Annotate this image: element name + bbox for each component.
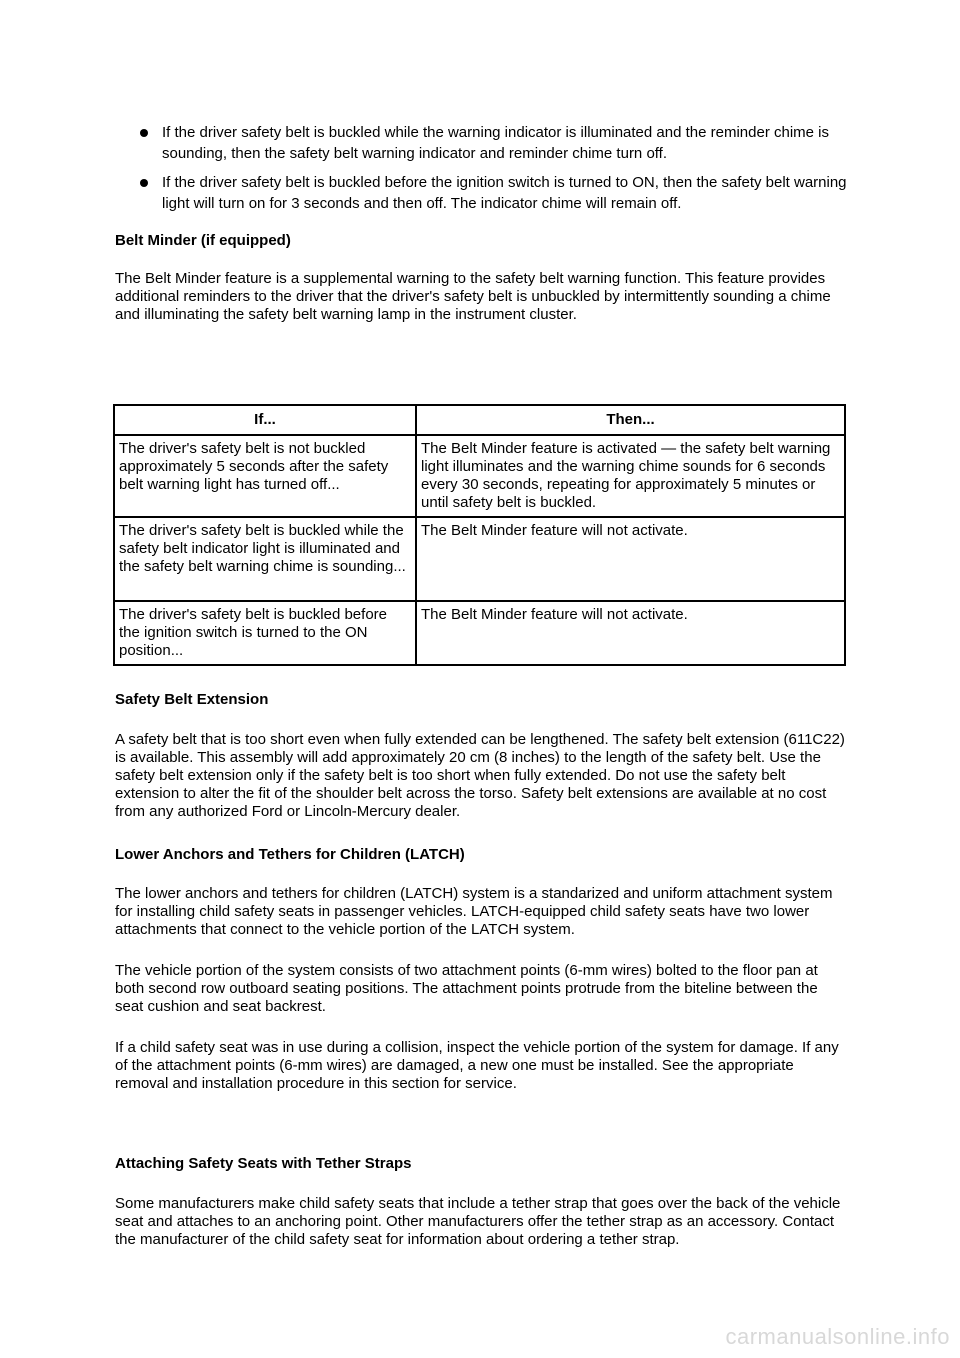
extension-paragraph: A safety belt that is too short even when fully extended can be lengthened. The safety belt extension (611C22) is available. This assembly will add approximately 20 cm (8 inches) to the length of the safety belt. Use the safety belt extension only if the safety belt is too short when fully extended. Do not use the safety belt extension to alter the fit of the shoulder belt across the torso. Safety belt extensions are available at no cost from any authorized Ford or Lincoln-Mercury dealer. (115, 731, 845, 820)
tether-paragraph: Some manufacturers make child safety seats that include a tether strap that goes over the back of the vehicle seat and attaches to an anchoring point. Other manufacturers offer the tether strap as an accessory. Contact the manufacturer of the child safety seat for information about ordering a tether strap. (115, 1195, 841, 1248)
bullet-list (140, 122, 860, 222)
table-row (114, 435, 845, 517)
belt-minder-heading: Belt Minder (if equipped) (115, 232, 291, 249)
extension-heading: Safety Belt Extension (115, 691, 269, 708)
bullet-dot-icon (140, 129, 148, 137)
table-cell-then: The Belt Minder feature is activated — the safety belt warning light illuminates and the warning chime sounds for 6 seconds every 30 seconds, repeating for approximately 5 minutes or until safety belt is buckled. (416, 435, 845, 517)
belt-minder-paragraph: The Belt Minder feature is a supplemental warning to the safety belt warning function. This feature provides additional reminders to the driver that the driver's safety belt is unbuckled by intermittently sounding a chime and illuminating the safety belt warning lamp in the instrument cluster. (115, 270, 831, 323)
table-header-if: If... (114, 405, 416, 435)
table-row (114, 517, 845, 601)
table-cell-if: The driver's safety belt is buckled before the ignition switch is turned to the ON position... (114, 601, 416, 665)
bullet-item (140, 122, 860, 164)
tether-heading: Attaching Safety Seats with Tether Straps (115, 1155, 412, 1172)
table-cell-then: The Belt Minder feature will not activate. (416, 517, 845, 601)
table-header-then: Then... (416, 405, 845, 435)
latch-heading: Lower Anchors and Tethers for Children (LATCH) (115, 846, 465, 863)
table-cell-then: The Belt Minder feature will not activate. (416, 601, 845, 665)
latch-paragraph-1: The lower anchors and tethers for children (LATCH) system is a standarized and uniform attachment system for installing child safety seats in passenger vehicles. LATCH-equipped child safety seats have two lower attachments that connect to the vehicle portion of the LATCH system. (115, 885, 833, 938)
belt-minder-table (113, 404, 846, 666)
table-cell-if: The driver's safety belt is buckled while the safety belt indicator light is illuminated and the safety belt warning chime is sounding... (114, 517, 416, 601)
table-row (114, 601, 845, 665)
bullet-text: If the driver safety belt is buckled while the warning indicator is illuminated and the reminder chime is sounding, then the safety belt warning indicator and reminder chime turn off. (162, 124, 829, 162)
latch-paragraph-3: If a child safety seat was in use during a collision, inspect the vehicle portion of the system for damage. If any of the attachment points (6-mm wires) are damaged, a new one must be installed. See the appropriate removal and installation procedure in this section for service. (115, 1039, 839, 1092)
table-cell-if: The driver's safety belt is not buckled approximately 5 seconds after the safety belt warning light has turned off... (114, 435, 416, 517)
bullet-dot-icon (140, 179, 148, 187)
bullet-item (140, 172, 860, 214)
latch-paragraph-2: The vehicle portion of the system consists of two attachment points (6-mm wires) bolted to the floor pan at both second row outboard seating positions. The attachment points protrude from the biteline between the seat cushion and seat backrest. (115, 962, 818, 1015)
bullet-text: If the driver safety belt is buckled before the ignition switch is turned to ON, then the safety belt warning light will turn on for 3 seconds and then off. The indicator chime will remain off. (162, 174, 847, 212)
table-header-row (114, 405, 845, 435)
watermark: carmanualsonline.info (725, 1324, 950, 1349)
